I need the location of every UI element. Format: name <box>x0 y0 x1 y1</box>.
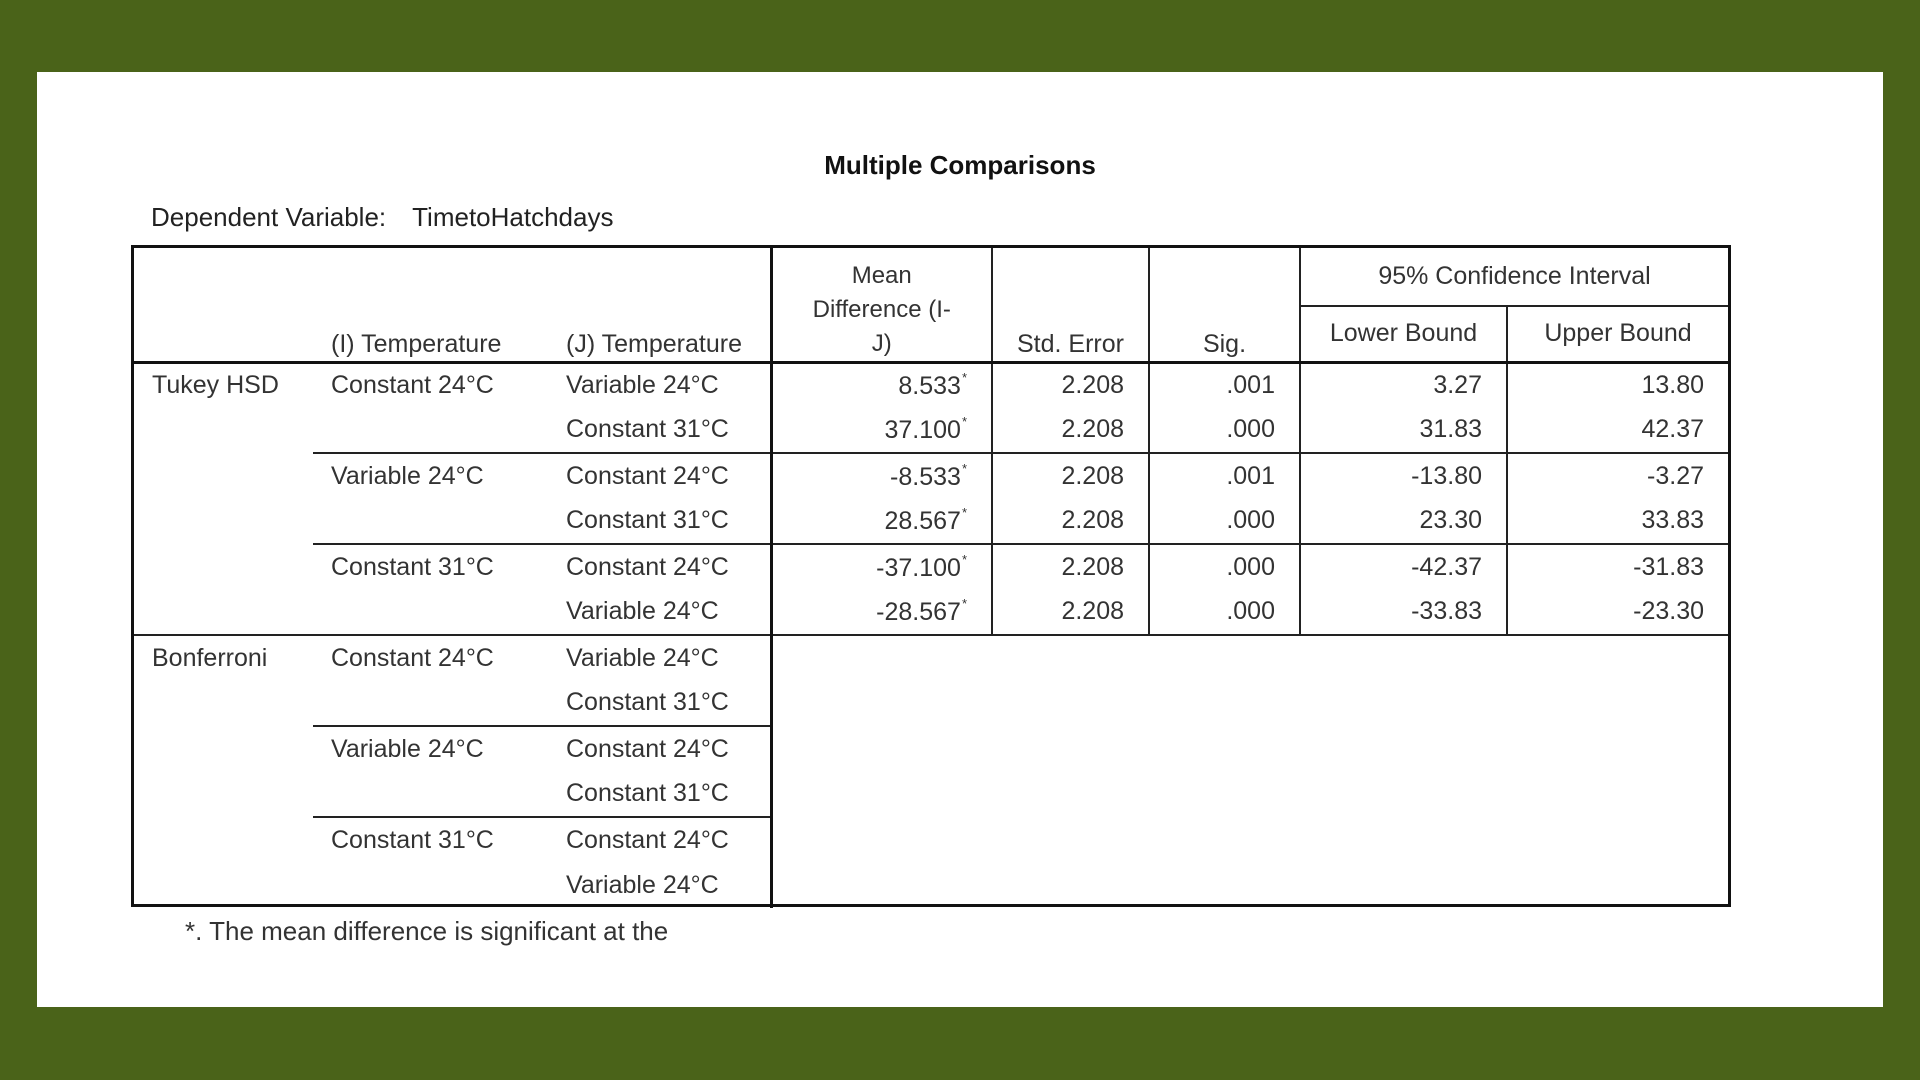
mean-difference-cell: -28.567* <box>771 590 992 636</box>
upper-bound-cell: -23.30 <box>1507 590 1728 636</box>
table-row <box>134 362 1728 408</box>
table-row <box>134 499 1728 545</box>
method-label: Bonferroni <box>152 643 268 672</box>
table-row <box>134 635 1728 681</box>
table-row <box>134 590 1728 636</box>
upper-bound-cell: -3.27 <box>1507 453 1728 499</box>
mean-difference-cell: -8.533* <box>771 453 992 499</box>
i-temperature-cell <box>313 681 548 727</box>
i-temperature-cell: Constant 24°C <box>331 371 494 399</box>
i-temperature-cell: Variable 24°C <box>313 726 548 772</box>
lower-bound-cell: -42.37 <box>1300 544 1507 590</box>
upper-bound-cell: 33.83 <box>1507 499 1728 545</box>
upper-bound-cell: 42.37 <box>1507 408 1728 454</box>
header-mean-difference: Mean Difference (I- J) <box>771 248 992 362</box>
std-error-cell: 2.208 <box>992 362 1149 408</box>
table-row <box>134 863 1728 909</box>
lower-bound-cell: 31.83 <box>1300 408 1507 454</box>
j-temperature-cell: Constant 31°C <box>566 415 729 444</box>
j-temperature-cell: Variable 24°C <box>566 870 719 899</box>
j-temperature-cell: Constant 31°C <box>566 779 729 808</box>
sig-cell: .001 <box>1149 362 1300 408</box>
std-error-cell: 2.208 <box>992 453 1149 499</box>
output-panel <box>37 72 1883 1007</box>
dependent-variable-value: TimetoHatchdays <box>412 202 614 232</box>
table-row <box>134 681 1728 727</box>
header-sig: Sig. <box>1149 248 1300 362</box>
j-temperature-cell: Constant 24°C <box>548 726 771 772</box>
j-temperature-cell: Constant 24°C <box>548 544 771 590</box>
lower-bound-cell: 3.27 <box>1300 362 1507 408</box>
i-temperature-cell: Constant 31°C <box>313 817 548 863</box>
j-temperature-cell: Constant 24°C <box>548 453 771 499</box>
lower-bound-cell: -13.80 <box>1300 453 1507 499</box>
i-temperature-cell: Variable 24°C <box>313 453 548 499</box>
j-temperature-cell: Constant 31°C <box>566 506 729 535</box>
method-label: Tukey HSD <box>152 371 279 399</box>
header-lower-bound: Lower Bound <box>1300 306 1507 362</box>
upper-bound-cell: 13.80 <box>1507 362 1728 408</box>
std-error-cell: 2.208 <box>992 408 1149 454</box>
mean-difference-cell: -37.100* <box>771 544 992 590</box>
j-temperature-cell: Variable 24°C <box>566 371 719 399</box>
header-upper-bound: Upper Bound <box>1507 306 1728 362</box>
i-temperature-cell <box>313 499 548 545</box>
table-row <box>134 453 1728 499</box>
sig-cell: .000 <box>1149 544 1300 590</box>
i-temperature-cell <box>313 863 548 909</box>
j-temperature-cell: Variable 24°C <box>566 643 719 672</box>
std-error-cell: 2.208 <box>992 590 1149 636</box>
table-title: Multiple Comparisons <box>824 150 1096 180</box>
header-i-temperature: (I) Temperature <box>331 329 502 358</box>
header-std-error: Std. Error <box>992 248 1149 362</box>
sig-cell: .000 <box>1149 590 1300 636</box>
i-temperature-cell: Constant 24°C <box>331 643 494 672</box>
table-row <box>134 408 1728 454</box>
lower-bound-cell: -33.83 <box>1300 590 1507 636</box>
i-temperature-cell: Constant 31°C <box>313 544 548 590</box>
upper-bound-cell: -31.83 <box>1507 544 1728 590</box>
header-j-temperature: (J) Temperature <box>566 329 742 358</box>
j-temperature-cell: Variable 24°C <box>566 597 719 626</box>
mean-difference-cell: 8.533* <box>771 362 992 408</box>
mean-difference-cell: 28.567* <box>771 499 992 545</box>
std-error-cell: 2.208 <box>992 544 1149 590</box>
i-temperature-cell <box>313 408 548 454</box>
lower-bound-cell: 23.30 <box>1300 499 1507 545</box>
mean-difference-cell: 37.100* <box>771 408 992 454</box>
footnote: *. The mean difference is significant at the <box>185 916 669 946</box>
table-row <box>134 772 1728 818</box>
table-row <box>134 726 1728 772</box>
std-error-cell: 2.208 <box>992 499 1149 545</box>
header-confidence-interval: 95% Confidence Interval <box>1300 248 1728 306</box>
table-row <box>134 817 1728 863</box>
multiple-comparisons-table <box>131 245 1731 907</box>
header-method <box>134 248 313 362</box>
j-temperature-cell: Constant 31°C <box>566 688 729 717</box>
sig-cell: .000 <box>1149 408 1300 454</box>
table-row <box>134 544 1728 590</box>
dependent-variable-label: Dependent Variable: <box>151 202 387 232</box>
j-temperature-cell: Constant 24°C <box>548 817 771 863</box>
dependent-variable-line <box>151 202 613 233</box>
sig-cell: .000 <box>1149 499 1300 545</box>
i-temperature-cell <box>313 590 548 636</box>
sig-cell: .001 <box>1149 453 1300 499</box>
i-temperature-cell <box>313 772 548 818</box>
